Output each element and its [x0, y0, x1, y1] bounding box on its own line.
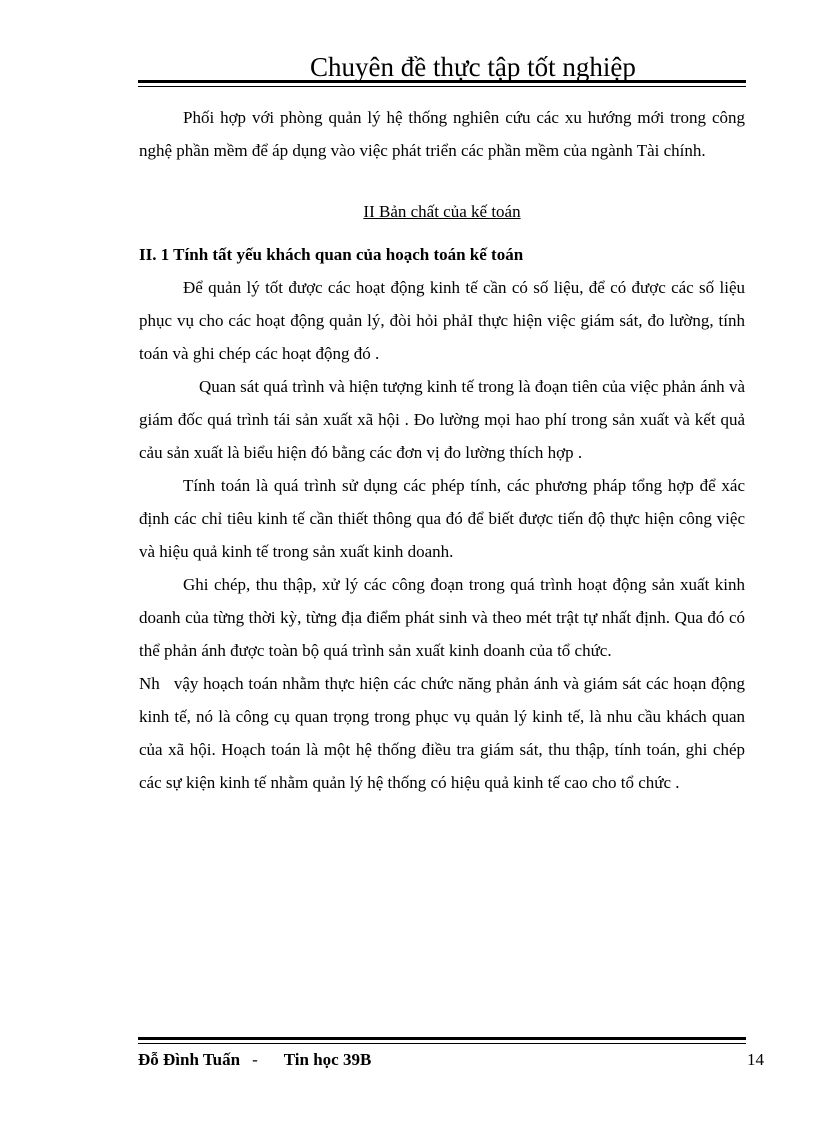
- paragraph-3: Quan sát quá trình và hiện tượng kinh tế trong là đoạn tiên của việc phản ánh và giám đốc quá trình tái sản xuất xã hội . Đo lường mọi hao phí trong sản xuất và kết quả cảu sản xuất là biểu hiện đó bằng các đơn vị đo lường thích hợp .: [139, 377, 745, 462]
- paragraph-6-text: vậy hoạch toán nhằm thực hiện các chức năng phản ánh và giám sát các hoạn động kinh tế, nó là công cụ quan trọng trong phục vụ quản lý kinh tế, là nhu cầu khách quan của xã hội. Hoạch toán là một hệ thống điều tra giám sát, thu thập, tính toán, ghi chép các sự kiện kinh tế nhằm quản lý hệ thống có hiệu quả kinh tế cao cho tổ chức .: [139, 674, 746, 792]
- page-header-title: Chuyên đề thực tập tốt nghiệp: [310, 52, 636, 82]
- header-rule-thick: [138, 80, 746, 83]
- paragraph-6: [139, 667, 745, 799]
- header-rule-thin: [138, 86, 746, 87]
- document-body: [139, 101, 745, 799]
- footer-rule-thin: [138, 1043, 746, 1044]
- paragraph-6-prefix: Nh: [139, 674, 160, 693]
- subheading: II. 1 Tính tất yếu khách quan của hoạch toán kế toán: [139, 245, 524, 264]
- paragraph-4: Tính toán là quá trình sử dụng các phép tính, các phương pháp tổng hợp để xác định các chỉ tiêu kinh tế cần thiết thông qua đó để biết được tiến độ thực hiện công việc và hiệu quả kinh tế trong sản xuất kinh doanh.: [139, 476, 745, 561]
- footer-author: Đỗ Đình Tuấn: [138, 1050, 241, 1069]
- page-footer: [138, 1050, 764, 1070]
- page-number: 14: [747, 1050, 764, 1069]
- paragraph-1: Phối hợp với phòng quản lý hệ thống nghiên cứu các xu hướng mới trong công nghệ phần mềm để áp dụng vào việc phát triển các phần mềm của ngành Tài chính.: [139, 108, 745, 160]
- paragraph-5: Ghi chép, thu thập, xử lý các công đoạn trong quá trình hoạt động sản xuất kinh doanh của từng thời kỳ, từng địa điểm phát sinh và theo mét trật tự nhất định. Qua đó có thể phản ánh được toàn bộ quá trình sản xuất kinh doanh của tổ chức.: [139, 575, 745, 660]
- footer-rule-thick: [138, 1037, 746, 1040]
- paragraph-2: Để quản lý tốt được các hoạt động kinh tế cần có số liệu, để có được các số liệu phục vụ cho các hoạt động quản lý, đòi hỏi phảI thực hiện việc giám sát, đo lường, tính toán và ghi chép các hoạt động đó .: [139, 278, 745, 363]
- footer-class: Tin học 39B: [283, 1050, 372, 1069]
- footer-separator: -: [252, 1050, 258, 1069]
- section-title: II Bản chất của kế toán: [363, 202, 521, 221]
